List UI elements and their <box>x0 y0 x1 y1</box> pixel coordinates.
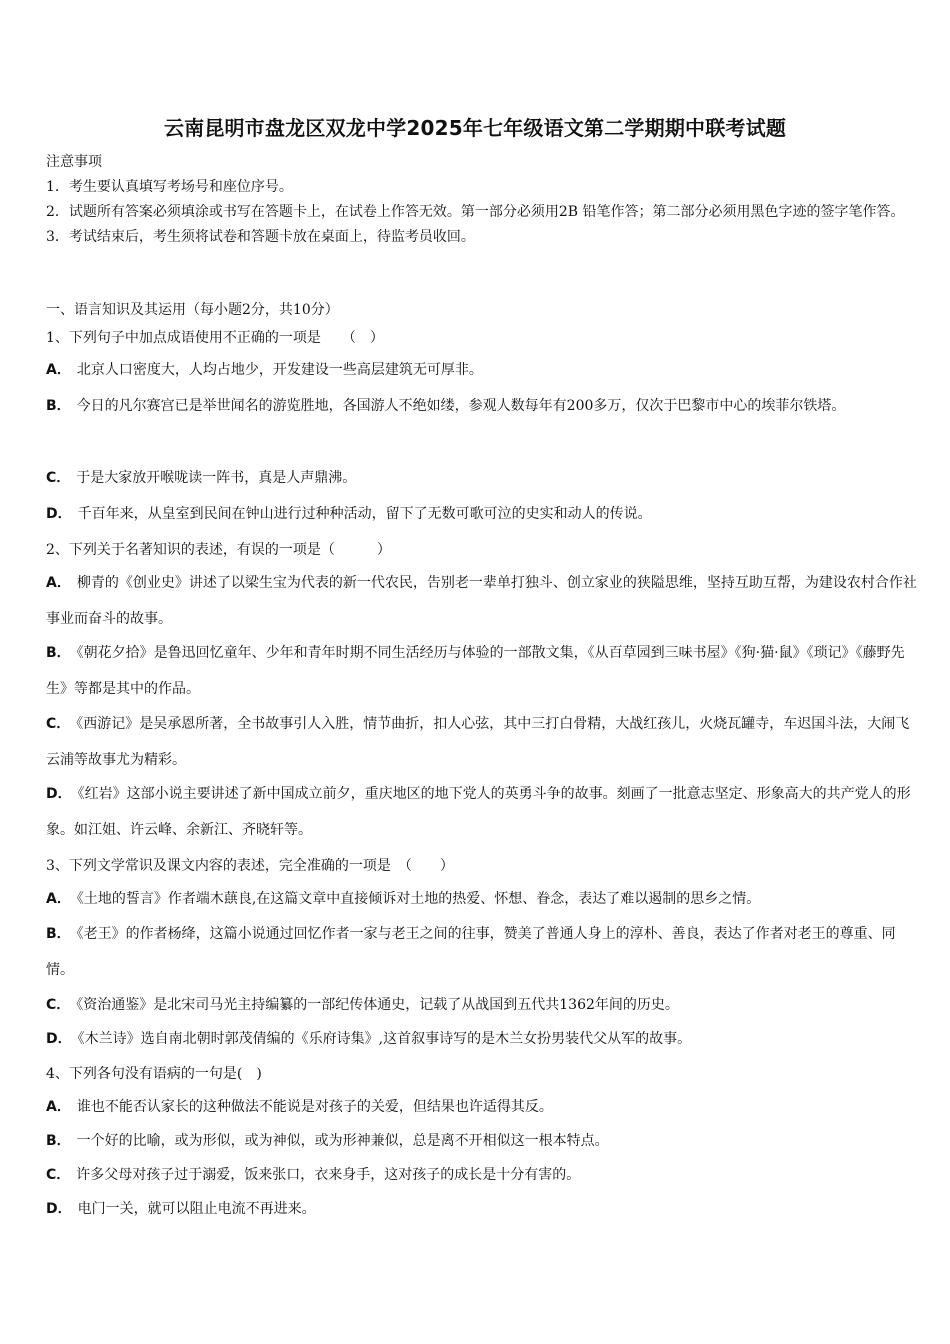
option-label: D． <box>46 506 72 522</box>
option-label: B． <box>46 398 71 414</box>
question-4-stem: 4、下列各句没有语病的一句是( ) <box>46 1066 262 1082</box>
option-text: 今日的凡尔赛宫已是举世闻名的游览胜地，各国游人不绝如缕，参观人数每年有200多万，仅次于巴黎市中心的埃菲尔铁塔。 <box>76 398 846 414</box>
option-text: 《红岩》这部小说主要讲述了新中国成立前夕，重庆地区的地下党人的英勇斗争的故事。刻画了一批意志坚定、形象高大的共产党人的形象。如江姐、许云峰、余新江、齐晓轩等。 <box>46 786 911 838</box>
option-label: C． <box>46 1167 71 1183</box>
question-2-option-d <box>46 776 918 848</box>
option-text: 一个好的比喻，或为形似，或为神似，或为形神兼似，总是离不开相似这一根本特点。 <box>76 1133 609 1149</box>
question-1-option-c <box>46 460 918 496</box>
option-label: C． <box>46 997 71 1013</box>
option-label: C． <box>46 716 71 732</box>
question-3-option-b <box>46 916 918 988</box>
option-label: C． <box>46 470 71 486</box>
option-text: 千百年来，从皇室到民间在钟山进行过种种活动，留下了无数可歌可泣的史实和动人的传说。 <box>77 506 652 522</box>
option-label: B． <box>46 645 71 661</box>
question-4-option-d <box>46 1191 918 1227</box>
page-title: 云南昆明市盘龙区双龙中学2025年七年级语文第二学期期中联考试题 <box>163 116 787 140</box>
notice-block <box>46 150 916 250</box>
option-text: 谁也不能否认家长的这种做法不能说是对孩子的关爱，但结果也许适得其反。 <box>76 1099 553 1115</box>
question-2-stem: 2、下列关于名著知识的表述，有误的一项是（ ） <box>46 542 391 558</box>
option-text: 《木兰诗》选自南北朝时郭茂倩编的《乐府诗集》,这首叙事诗写的是木兰女扮男装代父从军的故事。 <box>77 1031 692 1047</box>
option-label: D． <box>46 786 72 802</box>
option-text: 《朝花夕拾》是鲁迅回忆童年、少年和青年时期不同生活经历与体验的一部散文集，《从百草园到三味书屋》《狗·猫·鼠》《琐记》《藤野先生》等都是其中的作品。 <box>46 645 905 697</box>
question-3-option-d <box>46 1021 918 1057</box>
option-label: B． <box>46 926 71 942</box>
option-label: D． <box>46 1031 72 1047</box>
option-text: 许多父母对孩子过于溺爱，饭来张口，衣来身手，这对孩子的成长是十分有害的。 <box>76 1167 581 1183</box>
option-label: A． <box>46 891 71 907</box>
option-text: 《土地的誓言》作者端木蕻良,在这篇文章中直接倾诉对土地的热爱、怀想、眷念，表达了难以遏制的思乡之情。 <box>76 891 761 907</box>
option-text: 《西游记》是吴承恩所著，全书故事引人入胜，情节曲折，扣人心弦，其中三打白骨精，大战红孩儿，火烧瓦罐寺，车迟国斗法，大闹飞云浦等故事尤为精彩。 <box>46 716 910 768</box>
option-label: B． <box>46 1133 71 1149</box>
question-3-option-c <box>46 987 918 1023</box>
option-label: A． <box>46 1099 71 1115</box>
question-2-option-b <box>46 635 918 707</box>
option-label: A． <box>46 362 71 378</box>
option-text: 《老王》的作者杨绛，这篇小说通过回忆作者一家与老王之间的往事，赞美了普通人身上的淳朴、善良，表达了作者对老王的尊重、同情。 <box>46 926 896 978</box>
question-3-option-a <box>46 881 918 917</box>
option-text: 电门一关，就可以阻止电流不再进来。 <box>77 1201 316 1217</box>
question-3-stem: 3、下列文学常识及课文内容的表述，完全准确的一项是 （ ） <box>46 858 454 874</box>
option-text: 于是大家放开喉咙读一阵书，真是人声鼎沸。 <box>76 470 357 486</box>
notice-item: 2．试题所有答案必须填涂或书写在答题卡上，在试卷上作答无效。第一部分必须用2B 铅笔作答；第二部分必须用黑色字迹的签字笔作答。 <box>46 204 905 220</box>
notice-heading: 注意事项 <box>46 154 102 170</box>
section-heading: 一、语言知识及其运用（每小题2分，共10分） <box>46 302 339 318</box>
question-4-option-a <box>46 1089 918 1125</box>
option-label: A． <box>46 575 71 591</box>
question-1-option-a <box>46 352 918 388</box>
option-label: D． <box>46 1201 72 1217</box>
question-4-option-c <box>46 1157 918 1193</box>
option-text: 《资治通鉴》是北宋司马光主持编纂的一部纪传体通史，记载了从战国到五代共1362年间的历史。 <box>76 997 679 1013</box>
option-text: 北京人口密度大，人均占地少，开发建设一些高层建筑无可厚非。 <box>76 362 483 378</box>
option-text: 柳青的《创业史》讲述了以梁生宝为代表的新一代农民，告别老一辈单打独斗、创立家业的狭隘思维，坚持互助互帮，为建设农村合作社事业而奋斗的故事。 <box>46 575 917 627</box>
notice-item: 1．考生要认真填写考场号和座位序号。 <box>46 179 293 195</box>
question-4-option-b <box>46 1123 918 1159</box>
question-1-stem: 1、下列句子中加点成语使用不正确的一项是 （ ） <box>46 330 384 346</box>
notice-item: 3．考试结束后，考生须将试卷和答题卡放在桌面上，待监考员收回。 <box>46 229 475 245</box>
question-2-option-a <box>46 565 918 637</box>
question-2-option-c <box>46 706 918 778</box>
question-1-option-d <box>46 496 918 532</box>
question-1-option-b <box>46 388 918 424</box>
